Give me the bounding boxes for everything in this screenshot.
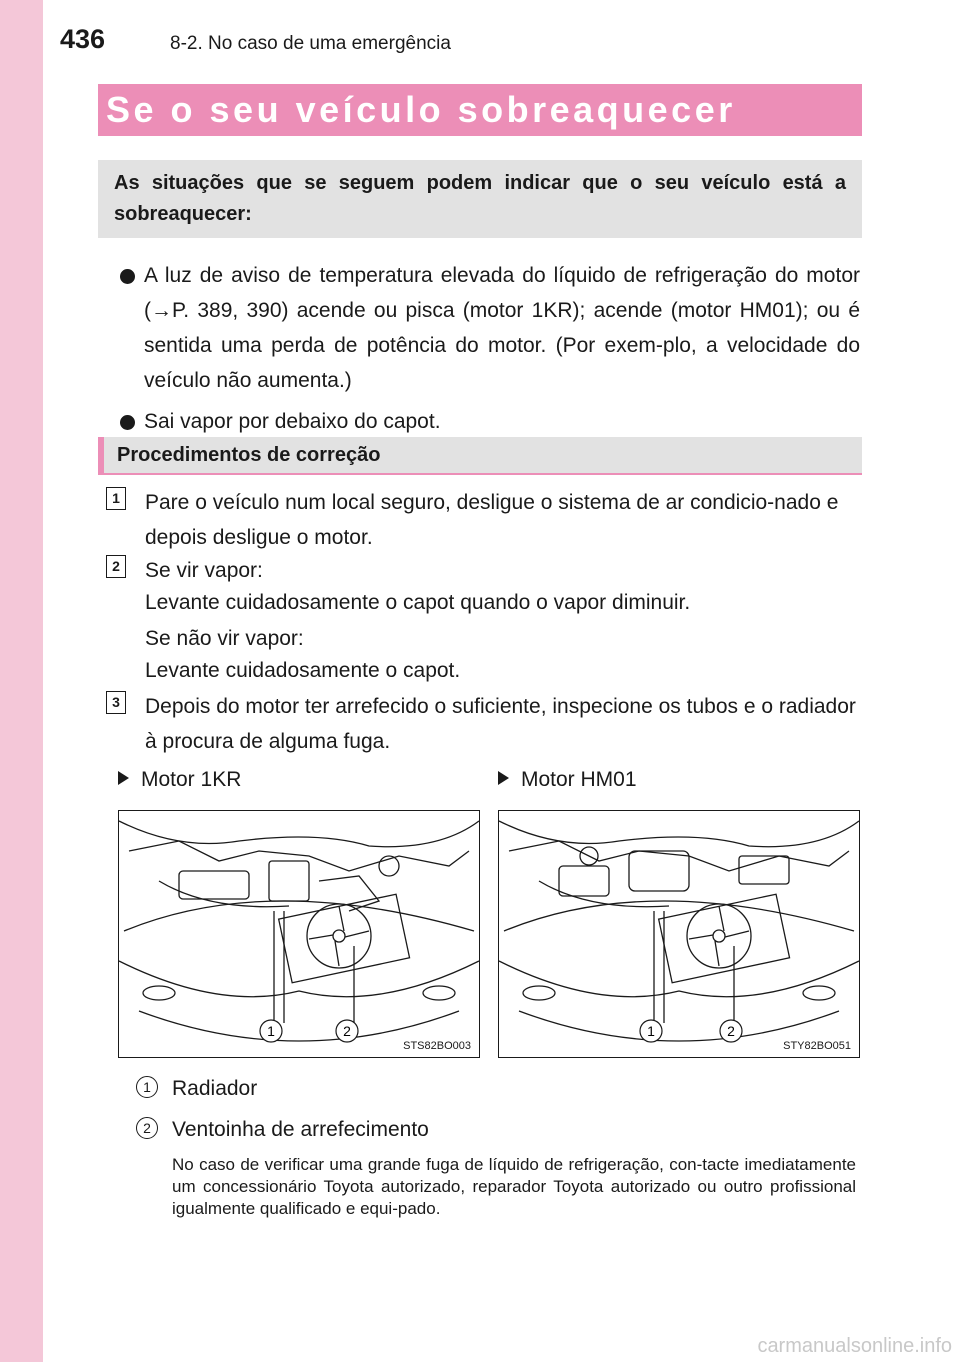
figure-label-text: Motor HM01: [521, 768, 637, 791]
bullet-icon: [120, 415, 135, 430]
callout-2: [720, 1020, 742, 1042]
figure-code: STY82BO051: [783, 1040, 851, 1052]
figure-label-hm01: [498, 768, 637, 792]
list-item: [118, 404, 860, 439]
step-number-3: 3: [106, 691, 126, 714]
legend-number-1: 1: [136, 1076, 158, 1098]
bullet-text: Sai vapor por debaixo do capot.: [144, 410, 441, 433]
heading-underline: [98, 473, 862, 475]
step-3-text: Depois do motor ter arrefecido o suficiente, inspecione os tubos e o radiador à procura de alguma fuga.: [145, 695, 856, 753]
step-2-text-a: Se vir vapor:: [145, 559, 263, 582]
engine-bay-drawing: [499, 811, 859, 1057]
triangle-bullet-icon: [498, 771, 509, 785]
step-2-text-b: Levante cuidadosamente o capot quando o vapor diminuir.: [145, 591, 691, 614]
symptom-list: [118, 258, 860, 445]
callout-2: [336, 1020, 358, 1042]
section-title: Se o seu veículo sobreaquecer: [98, 84, 862, 136]
callout-label-2: 2: [727, 1023, 735, 1039]
callout-label-2: 2: [343, 1023, 351, 1039]
callout-label-1: 1: [267, 1023, 275, 1039]
intro-text: As situações que se seguem podem indicar que o seu veículo está a sobreaquecer:: [114, 172, 846, 225]
list-item: [118, 258, 860, 398]
step-2-text-c: Se não vir vapor:: [145, 627, 304, 650]
figure-label-text: Motor 1KR: [141, 768, 242, 791]
step-number-1: 1: [106, 487, 126, 510]
legend-text-2: Ventoinha de arrefecimento: [172, 1118, 429, 1141]
engine-illustration-hm01: [498, 810, 860, 1058]
warning-note: No caso de verificar uma grande fuga de líquido de refrigeração, con-tacte imediatamente um concessionário Toyota autorizado, reparador Toyota autorizado ou outro profissional igualmente qualificado e equi-pado.: [172, 1155, 856, 1218]
callout-label-1: 1: [647, 1023, 655, 1039]
chapter-title: 8-2. No caso de uma emergência: [170, 33, 451, 54]
engine-bay-drawing: [119, 811, 479, 1057]
intro-box: [98, 160, 862, 238]
step-number-2: 2: [106, 555, 126, 578]
triangle-bullet-icon: [118, 771, 129, 785]
procedure-heading: Procedimentos de correção: [98, 437, 862, 473]
engine-illustration-1kr: [118, 810, 480, 1058]
bullet-text: A luz de aviso de temperatura elevada do líquido de refrigeração do motor (→P. 389, 390) acende ou pisca (motor 1KR); acende (motor HM01); ou é sentida uma perda de potência do motor. (Por exem-plo, a velocidade do veículo não aumenta.): [144, 264, 860, 392]
figure-code: STS82BO003: [403, 1040, 471, 1052]
step-2-text-d: Levante cuidadosamente o capot.: [145, 659, 461, 682]
legend-number-2: 2: [136, 1117, 158, 1139]
bullet-icon: [120, 269, 135, 284]
step-1-text: Pare o veículo num local seguro, desligue o sistema de ar condicio-nado e depois desligue o motor.: [145, 491, 839, 549]
callout-1: [260, 1020, 282, 1042]
callout-1: [640, 1020, 662, 1042]
figure-label-1kr: [118, 768, 241, 792]
legend-text-1: Radiador: [172, 1077, 258, 1100]
side-color-bar: [0, 0, 43, 1362]
page-number: 436: [60, 24, 106, 54]
watermark: carmanualsonline.info: [757, 1335, 952, 1357]
